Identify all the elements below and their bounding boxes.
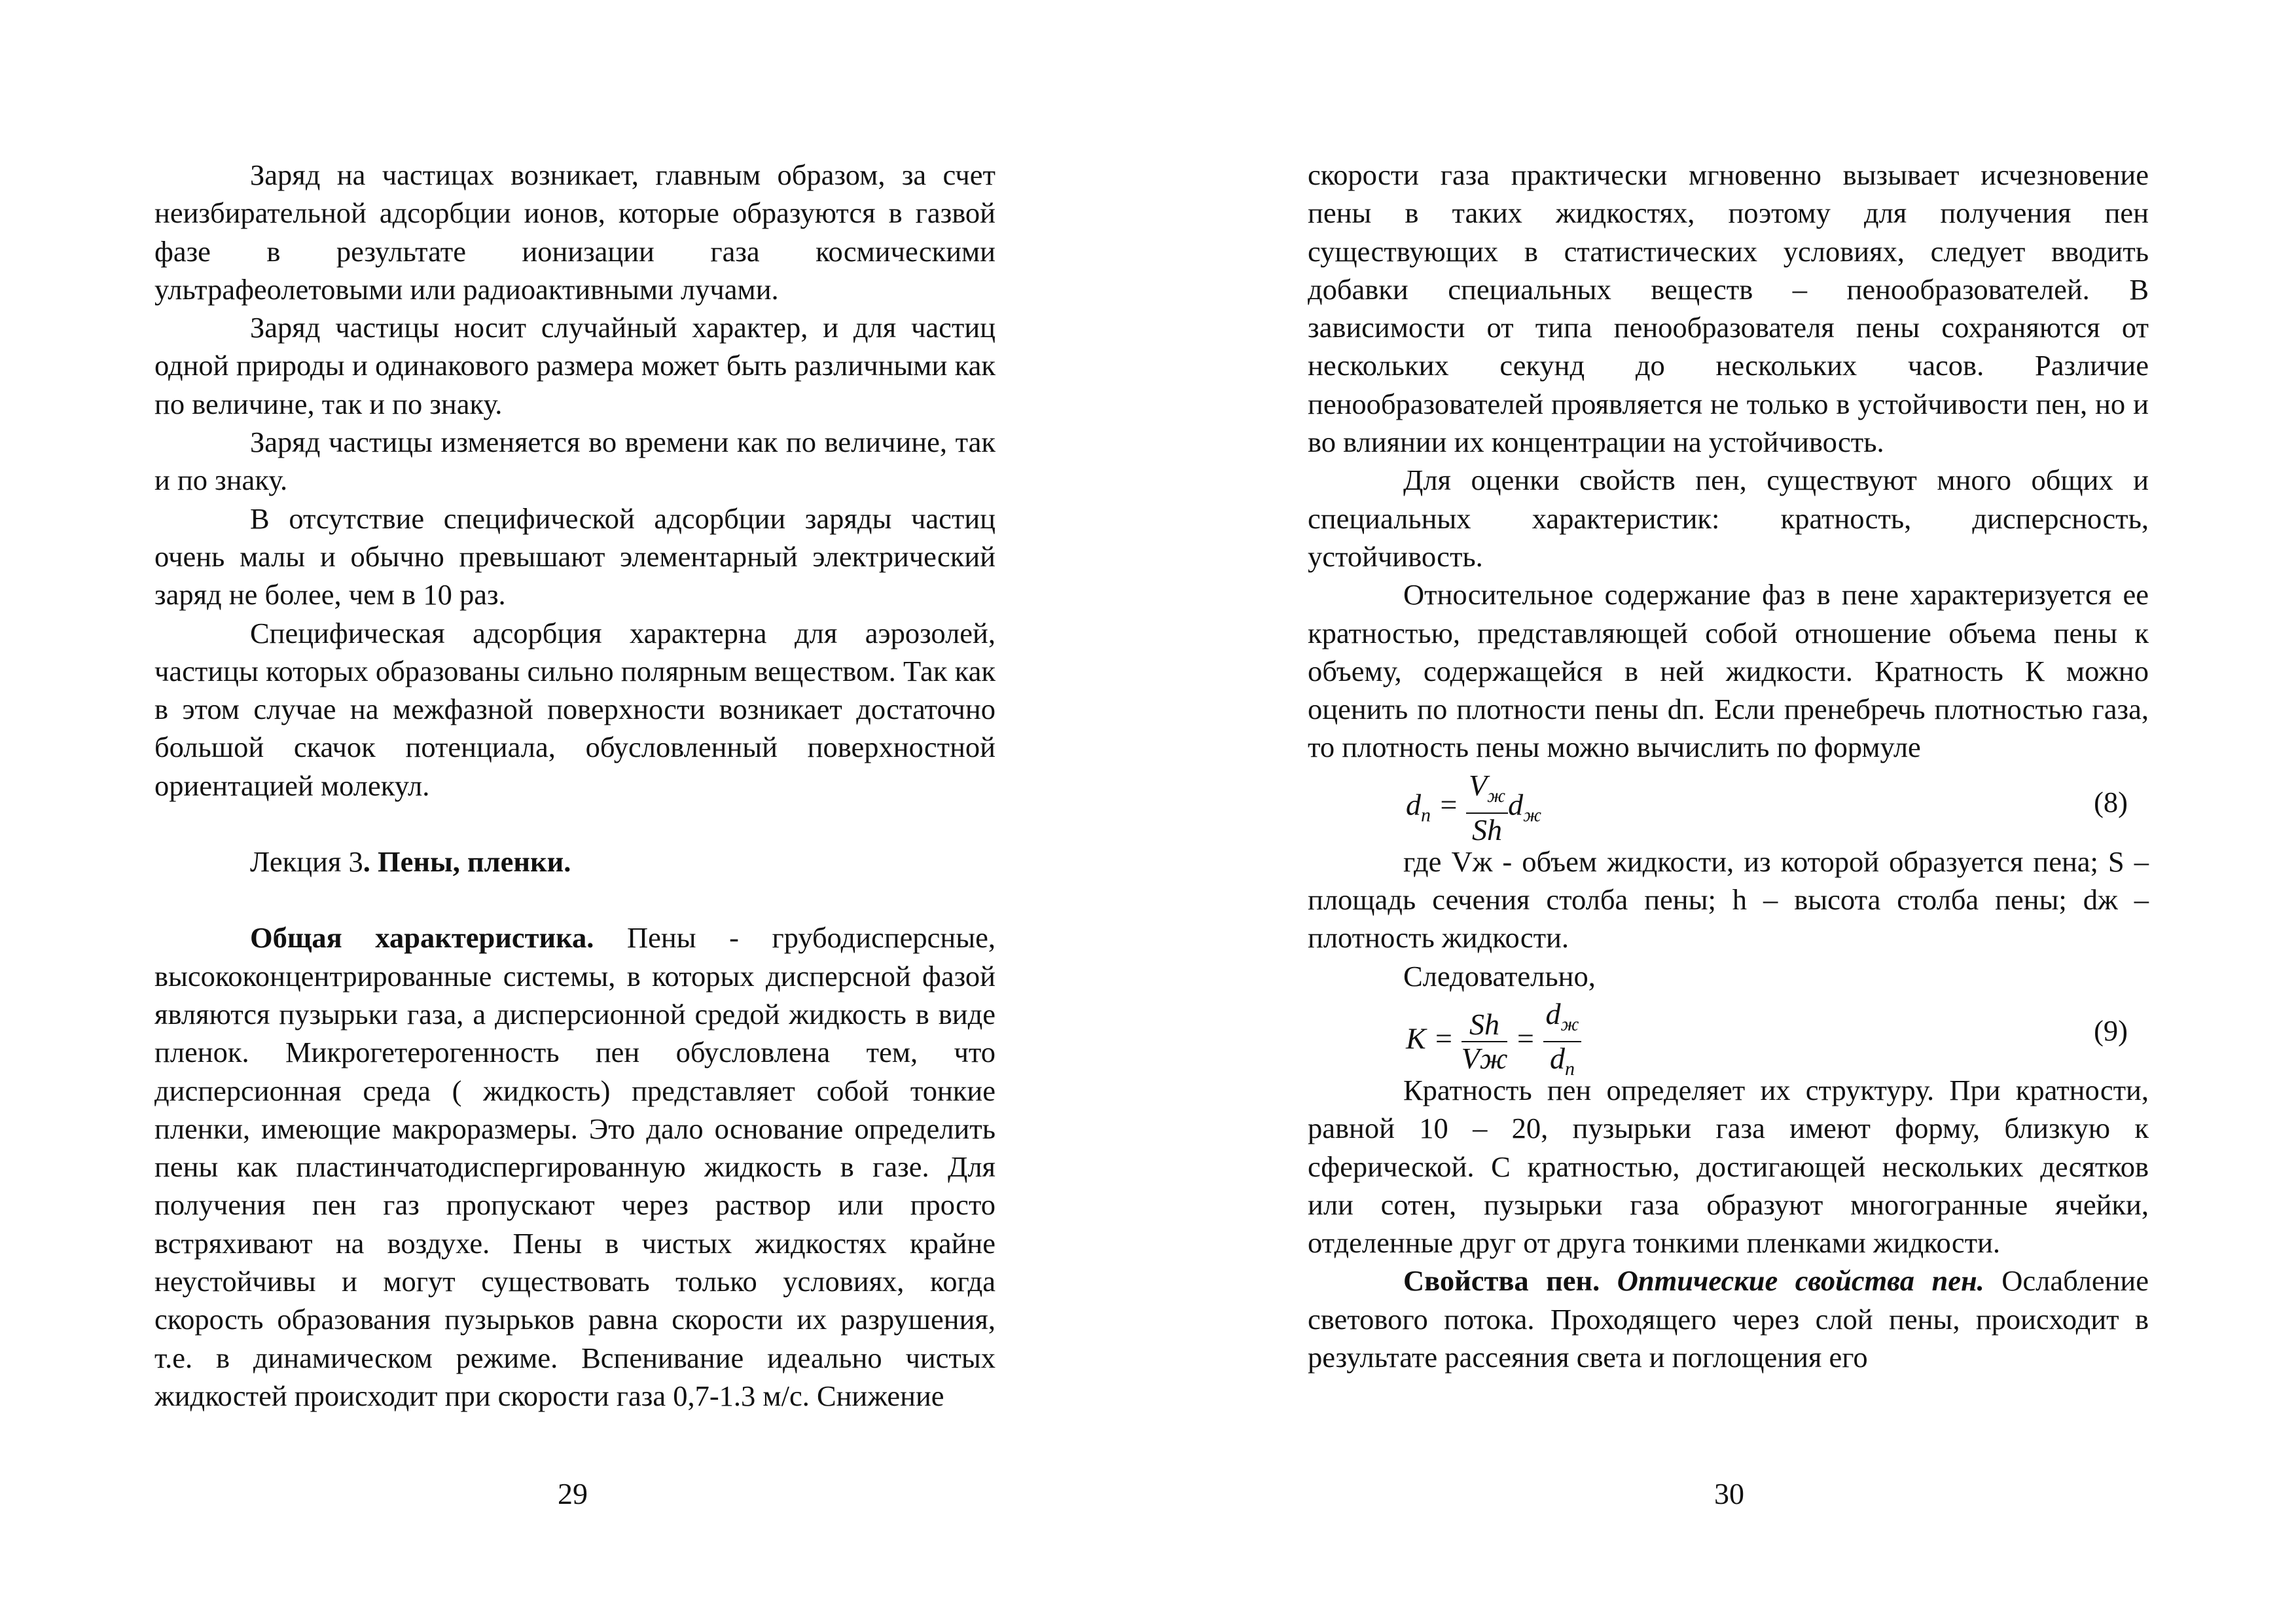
formula-8 [1308,767,2149,847]
formula-fraction [1462,1008,1508,1075]
formula-lhs-sub: п [1421,804,1431,826]
section-subtitle: Оптические свойства пен. [1617,1264,1984,1298]
paragraph: Заряд частицы изменяется во времени как по величине, так и по знаку. [154,426,996,497]
lecture-prefix: Лекция 3 [250,845,363,879]
formula-number: (8) [2094,785,2128,818]
page-number: 30 [1714,1477,1744,1510]
formula-rhs: d [1508,788,1524,822]
formula-denominator: Vж [1461,1041,1508,1075]
lecture-title: . Пены, пленки. [363,845,571,879]
formula-equals: = [1433,1021,1454,1055]
left-text-column [154,156,996,1415]
formula-numerator-sub: ж [1560,1013,1579,1035]
formula-denominator: Sh [1472,812,1503,847]
paragraph: Специфическая адсорбция характерна для аэрозолей, частицы которых образованы сильно полярным веществом. Так как в этом случае на межфазной поверхности возникает достаточно большой скачок потенциала, обусловленный поверхностной ориентацией молекул. [154,616,996,802]
paragraph: Заряд на частицах возникает, главным образом, за счет неизбирательной адсорбции ионов, которые образуются в газвой фазе в результате ионизации газа космическими ультрафеолетовыми или радиоактивными лучами. [154,158,996,306]
section-paragraph [154,919,996,1415]
paragraph: Для оценки свойств пен, существуют много общих и специальных характеристик: кратность, дисперсность, устойчивость. [1308,464,2149,573]
formula-equals: = [1515,1021,1536,1055]
section-title: Свойства пен. [1403,1264,1600,1298]
formula-rhs-sub: ж [1523,804,1541,826]
formula-equals: = [1438,788,1459,822]
section-paragraph [1308,1262,2149,1376]
page-number: 29 [558,1477,588,1510]
right-page [1148,0,2296,1623]
paragraph: Следовательно, [1403,959,1596,993]
formula-numerator-sub: ж [1487,784,1506,807]
formula-9 [1308,995,2149,1080]
formula-numerator: V [1469,768,1488,802]
right-text-column [1308,156,2149,1376]
section-title: Общая характеристика. [250,921,594,955]
formula-numerator: Sh [1462,1008,1508,1042]
paragraph: где Vж - объем жидкости, из которой образуется пена; S – площадь сечения столба пены; h – высота столба пены; dж – плотность жидкости. [1308,845,2149,955]
formula-fraction [1466,769,1508,847]
lecture-heading [154,843,996,881]
formula-numerator: d [1545,996,1561,1030]
formula-lhs: К [1406,1021,1426,1055]
paragraph: Кратность пен определяет их структуру. При кратности, равной 10 – 20, пузырьки газа имеют форму, близкую к сферической. С кратностью, достигающей нескольких десятков или сотен, пузырьки газа образуют многогранные ячейки, отделенные друг от друга тонкими пленками жидкости. [1308,1073,2149,1260]
paragraph: скорости газа практически мгновенно вызывает исчезновение пены в таких жидкостях, поэтому для получения пен существующих в статистических условиях, следует вводить добавки специальных веществ – пенообразователей. В зависимости от типа пенообразователя пены сохраняются от нескольких секунд до нескольких часов. Различие пенообразователей проявляется не только в устойчивости пен, но и во влиянии их концентрации на устойчивость. [1308,158,2149,459]
section-text: Пены - грубодисперсные, высококонцентрированные системы, в которых дисперсной фазой являются пузырьки газа, а дисперсионной средой жидкость в виде пленок. Микрогетерогенность пен обусловлена тем, что дисперсионная среда ( жидкость) представляет собой тонкие пленки, имеющие макроразмеры. Это дало основание определить пены как пластинчатодиспергированную жидкость в газе. Для получения пен газ пропускают через раствор или просто встряхивают на воздухе. Пены в чистых жидкостях крайне неустойчивы и могут существовать только условиях, когда скорость образования пузырьков равна скорости их разрушения, т.е. в динамическом режиме. Вспенивание идеально чистых жидкостей происходит при скорости газа 0,7-1.3 м/с. Снижение [154,921,996,1412]
formula-fraction [1543,998,1582,1085]
formula-number: (9) [2094,1013,2128,1047]
formula-denominator-sub: п [1564,1057,1575,1080]
formula-denominator: d [1549,1041,1565,1075]
paragraph: В отсутствие специфической адсорбции заряды частиц очень малы и обычно превышают элементарный электрический заряд не более, чем в 10 раз. [154,501,996,611]
section-text: Ослабление светового потока. Проходящего через слой пены, происходит в результате рассеяния света и поглощения его [1308,1264,2149,1374]
formula-lhs: d [1406,788,1421,822]
paragraph: Относительное содержание фаз в пене характеризуется ее кратностью, представляющей собой отношение объема пены к объему, содержащейся в ней жидкости. Кратность К можно оценить по плотности пены dп. Если пренебречь плотностью газа, то плотность пены можно вычислить по формуле [1308,578,2149,764]
paragraph: Заряд частицы носит случайный характер, и для частиц одной природы и одинакового размера может быть различными как по величине, так и по знаку. [154,311,996,420]
